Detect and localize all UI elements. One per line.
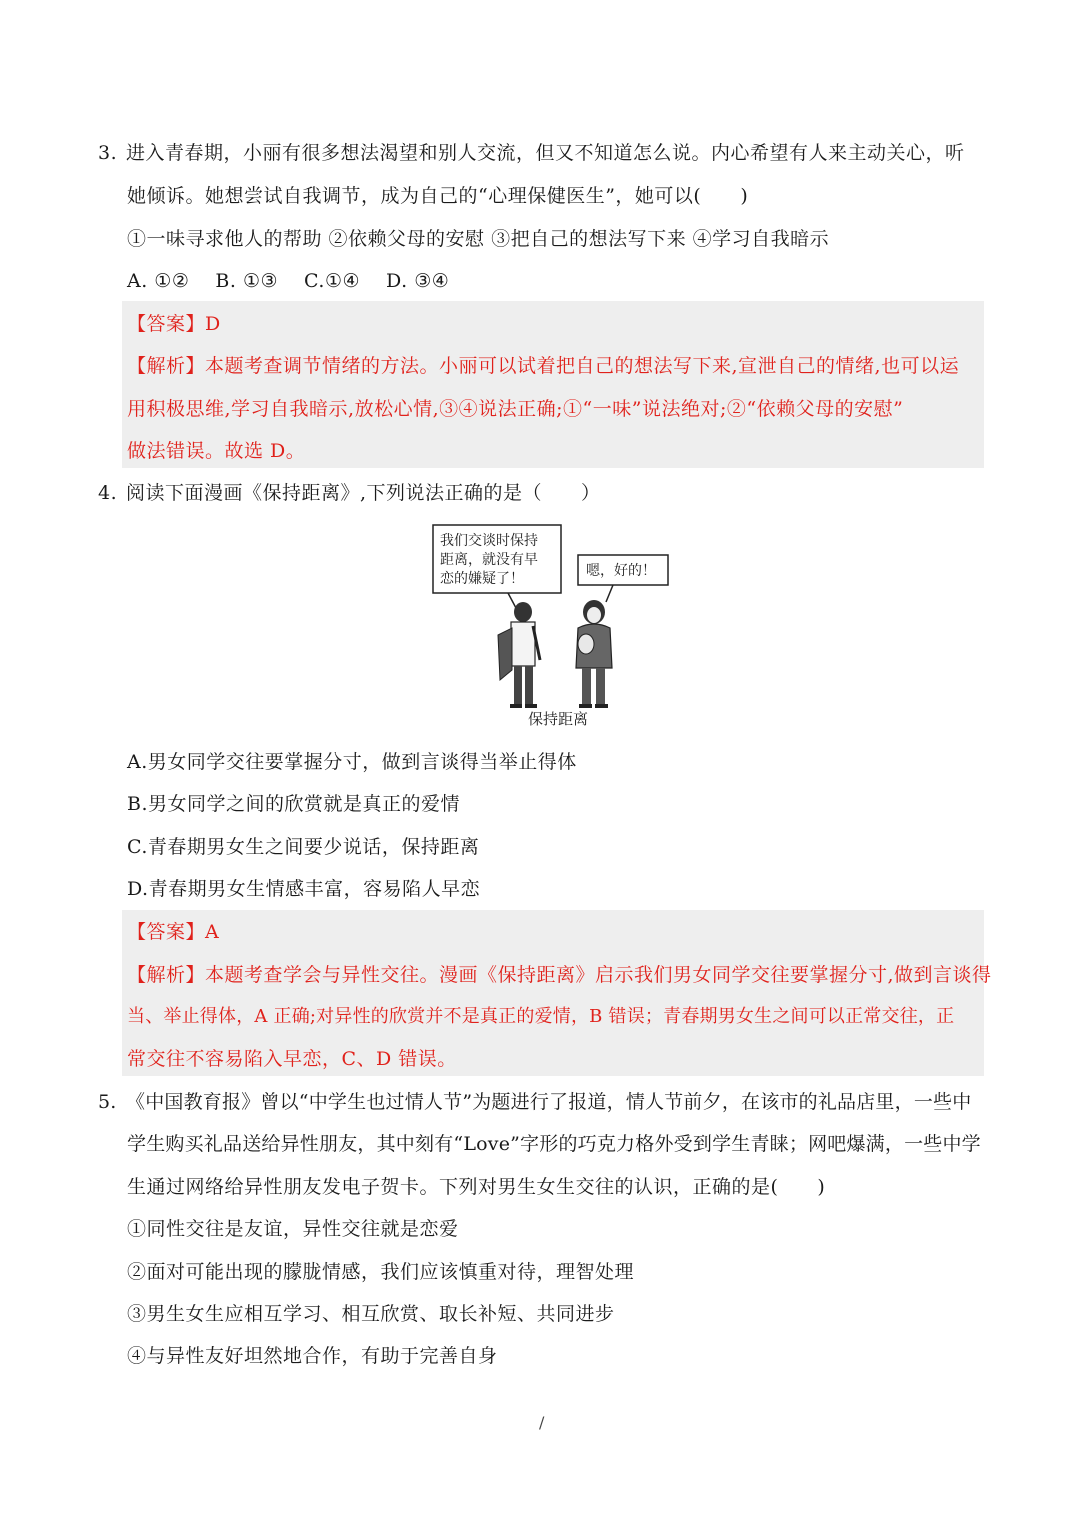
q4-stem-1: 阅读下面漫画《保持距离》,下列说法正确的是（ ） — [126, 482, 601, 504]
cartoon-illustration — [428, 520, 678, 730]
q5-stem-1: 《中国教育报》曾以“中学生也过情人节”为题进行了报道，情人节前夕，在该市的礼品店里，一些中 — [126, 1091, 972, 1113]
right-bubble-text: 嗯，好的！ — [586, 563, 656, 579]
q4-analysis-label: 【解析】 — [127, 964, 206, 986]
left-bubble-text-1: 我们交谈时保持 — [440, 533, 538, 549]
q3-answer-label: 【答案】 — [127, 313, 206, 335]
q5-statement-2: ②面对可能出现的朦胧情感，我们应该慎重对待，理智处理 — [127, 1261, 635, 1283]
q4-answer-value: A — [205, 921, 220, 943]
q4-analysis-1 — [127, 961, 992, 989]
q4-answer-label: 【答案】 — [127, 921, 206, 943]
q3-line-2: 她倾诉。她想尝试自我调节，成为自己的“心理保健医生”，她可以( ) — [127, 185, 749, 207]
girl-figure — [576, 600, 612, 708]
cartoon-caption: 保持距离 — [528, 710, 589, 728]
q5-statement-1: ①同性交往是友谊，异性交往就是恋爱 — [127, 1218, 459, 1240]
q5-line-1 — [98, 1088, 971, 1116]
q3-line-1 — [98, 139, 965, 167]
q3-analysis-3: 做法错误。故选 D。 — [127, 440, 306, 462]
q5-line-2: 学生购买礼品送给异性朋友，其中刻有“Love”字形的巧克力格外受到学生青睐；网吧爆满，一些中学 — [127, 1133, 981, 1155]
left-bubble-text-2: 距离，就没有早 — [440, 552, 538, 568]
q4-option-b: B.男女同学之间的欣赏就是真正的爱情 — [127, 793, 461, 815]
q4-option-a: A.男女同学交往要掌握分寸，做到言谈得当举止得体 — [127, 751, 577, 773]
left-bubble-tail — [508, 593, 516, 608]
q4-analysis-2: 当、举止得体，A 正确;对异性的欣赏并不是真正的爱情，B 错误；青春期男女生之间可以正常交往，正 — [127, 1006, 955, 1027]
q5-statement-3: ③男生女生应相互学习、相互欣赏、取长补短、共同进步 — [127, 1303, 615, 1325]
q3-analysis-2: 用积极思维,学习自我暗示,放松心情,③④说法正确;①“一味”说法绝对;②“依赖父母的安慰” — [127, 398, 904, 420]
q3-analysis-label: 【解析】 — [127, 355, 206, 377]
right-bubble-tail — [606, 585, 613, 602]
q4-analysis-3: 常交往不容易陷入早恋，C、D 错误。 — [127, 1048, 457, 1070]
q3-statements: ①一味寻求他人的帮助 ②依赖父母的安慰 ③把自己的想法写下来 ④学习自我暗示 — [127, 228, 830, 250]
left-bubble-text-3: 恋的嫌疑了！ — [440, 571, 524, 587]
q3-answer — [127, 310, 221, 338]
q5-statement-4: ④与异性友好坦然地合作，有助于完善自身 — [127, 1345, 498, 1367]
q3-stem-1: 进入青春期，小丽有很多想法渴望和别人交流，但又不知道怎么说。内心希望有人来主动关心，听 — [126, 142, 965, 164]
q3-analysis-text-1: 本题考查调节情绪的方法。小丽可以试着把自己的想法写下来,宣泄自己的情绪,也可以运 — [205, 355, 960, 377]
boy-figure — [498, 602, 540, 708]
q4-option-d: D.青春期男女生情感丰富，容易陷人早恋 — [127, 878, 481, 900]
q4-option-c: C.青春期男女生之间要少说话，保持距离 — [127, 836, 480, 858]
page-footer-mark: / — [539, 1413, 545, 1432]
q5-number: 5. — [98, 1091, 117, 1113]
q3-number: 3. — [98, 142, 118, 164]
q4-line-1 — [98, 479, 601, 507]
q4-number: 4. — [98, 482, 118, 504]
q3-answer-value: D — [205, 313, 221, 335]
q5-line-3: 生通过网络给异性朋友发电子贺卡。下列对男生女生交往的认识，正确的是( ) — [127, 1176, 826, 1198]
q3-analysis-1 — [127, 352, 959, 380]
q4-analysis-text-1: 本题考查学会与异性交往。漫画《保持距离》启示我们男女同学交往要掌握分寸,做到言谈得 — [205, 964, 992, 986]
q4-answer — [127, 918, 219, 946]
q3-options: A. ①② B. ①③ C.①④ D. ③④ — [127, 270, 450, 292]
